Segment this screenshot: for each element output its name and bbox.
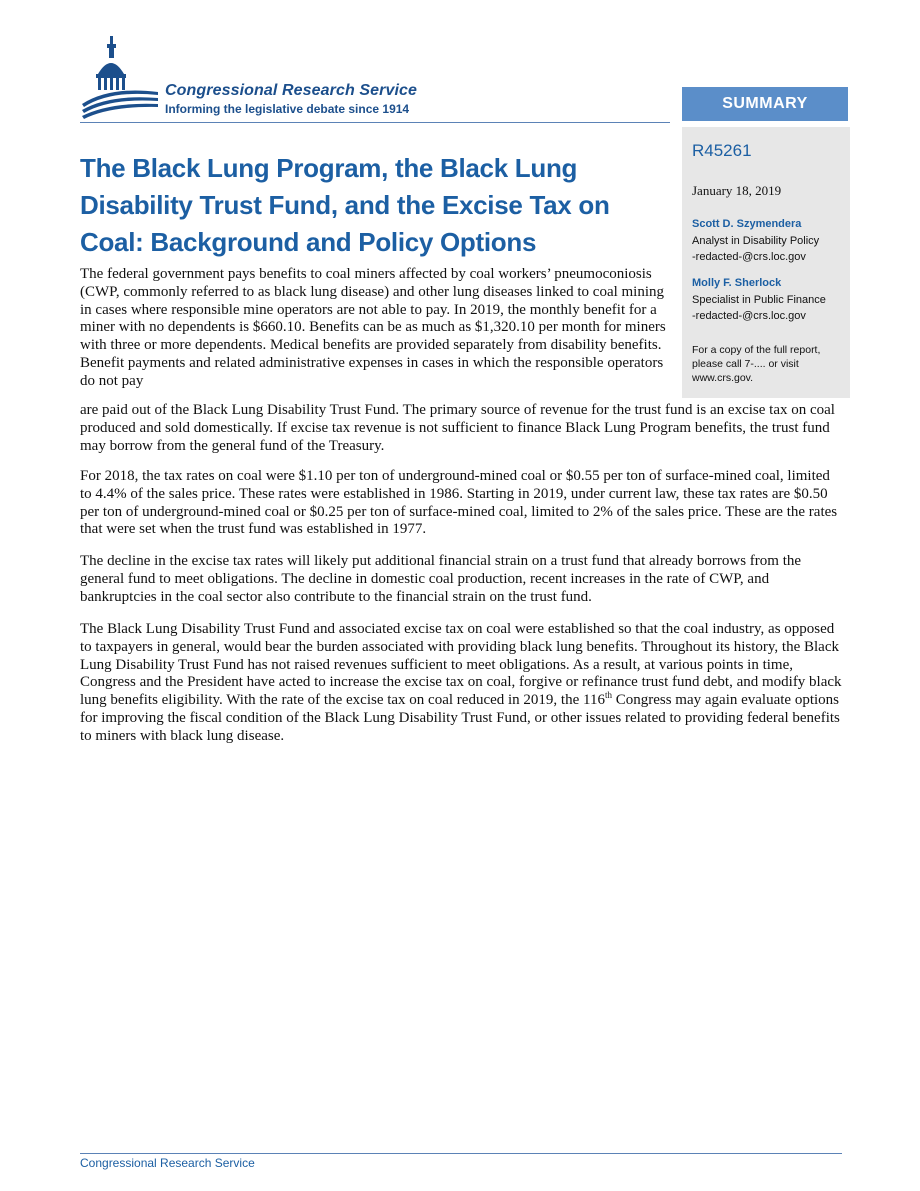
body-paragraph: The decline in the excise tax rates will likely put additional financial strain on a trust fund that already borrows from the general fund to meet obligations. The decline in domestic coal production, recent increases in the rate of CWP, and bankruptcies in the coal sector also contribute to the financial strain on the trust fund. [80,553,802,605]
header-divider [80,122,670,123]
paragraph-text: The Black Lung Disability Trust Fund and associated excise tax on coal were established so that the coal industry, as opposed to taxpayers in general, would bear the burden associated with providing black lung benefits. Throughout its history, the Black Lung Disability Trust Fund has not raised revenues sufficient to meet obligations. As a result, at various points in time, Congress and the President have acted to increase the excise tax on coal, forgive or refinance trust fund debt, and modify black lung benefits eligibility. With the rate of the excise tax on coal reduced in 2019, the 116 [80,621,842,709]
author-email[interactable]: -redacted-@crs.loc.gov [692,251,806,263]
footer-divider [80,1153,842,1154]
org-name: Congressional Research Service [165,82,418,99]
author-title: Analyst in Disability Policy [692,235,820,247]
summary-tab: SUMMARY [682,87,848,121]
capitol-dome-icon [80,34,160,120]
author-email[interactable]: -redacted-@crs.loc.gov [692,310,806,322]
title-line: The Black Lung Program, the Black Lung [80,153,578,183]
footer-text: Congressional Research Service [80,1156,255,1170]
copy-note: For a copy of the full report, please call 7-.... or visit www.crs.gov. [692,344,821,384]
author-name: Scott D. Szymendera [692,218,802,230]
author-name: Molly F. Sherlock [692,277,782,289]
paragraph-text: Congress may again evaluate options for improving the fiscal condition of the Black Lung Disability Trust Fund, or other issues related to providing federal benefits to miners with black lung disease. [80,692,840,744]
org-tagline: Informing the legislative debate since 1914 [165,102,410,116]
body-paragraph: The federal government pays benefits to coal miners affected by coal workers’ pneumoconiosis (CWP, commonly referred to as black lung disease) and other lung diseases linked to coal mining in cases where responsible mine operators are not able to pay. In 2019, the monthly benefit for a miner with no dependents is $660.10. Benefits can be as much as $1,320.10 per month for miners with three or more dependents. Medical benefits are provided separately from disability benefits. Benefit payments and related administrative expenses in cases in which the responsible operators do not pay [80,266,666,389]
body-paragraph [80,621,842,746]
title-line: Disability Trust Fund, and the Excise Tax on [80,190,610,220]
page-title [80,150,670,261]
body-paragraph: are paid out of the Black Lung Disability Trust Fund. The primary source of revenue for the trust fund is an excise tax on coal produced and sold domestically. If excise tax revenue is not sufficient to finance Black Lung Program benefits, the trust fund may borrow from the general fund of the Treasury. [80,402,835,454]
report-date: January 18, 2019 [692,183,782,198]
report-number: R45261 [692,141,752,160]
body-paragraph: For 2018, the tax rates on coal were $1.10 per ton of underground-mined coal or $0.55 per ton of surface-mined coal, limited to 4.4% of the sales price. These rates were established in 1986. Starting in 2019, under current law, these tax rates are $0.50 per ton of underground-mined coal or $0.25 per ton of surface-mined coal, limited to 2% of the sales price. These are the rates that were set when the trust fund was established in 1977. [80,468,838,538]
ordinal-suffix: th [604,690,612,701]
author-title: Specialist in Public Finance [692,294,826,306]
title-line: Coal: Background and Policy Options [80,227,537,257]
